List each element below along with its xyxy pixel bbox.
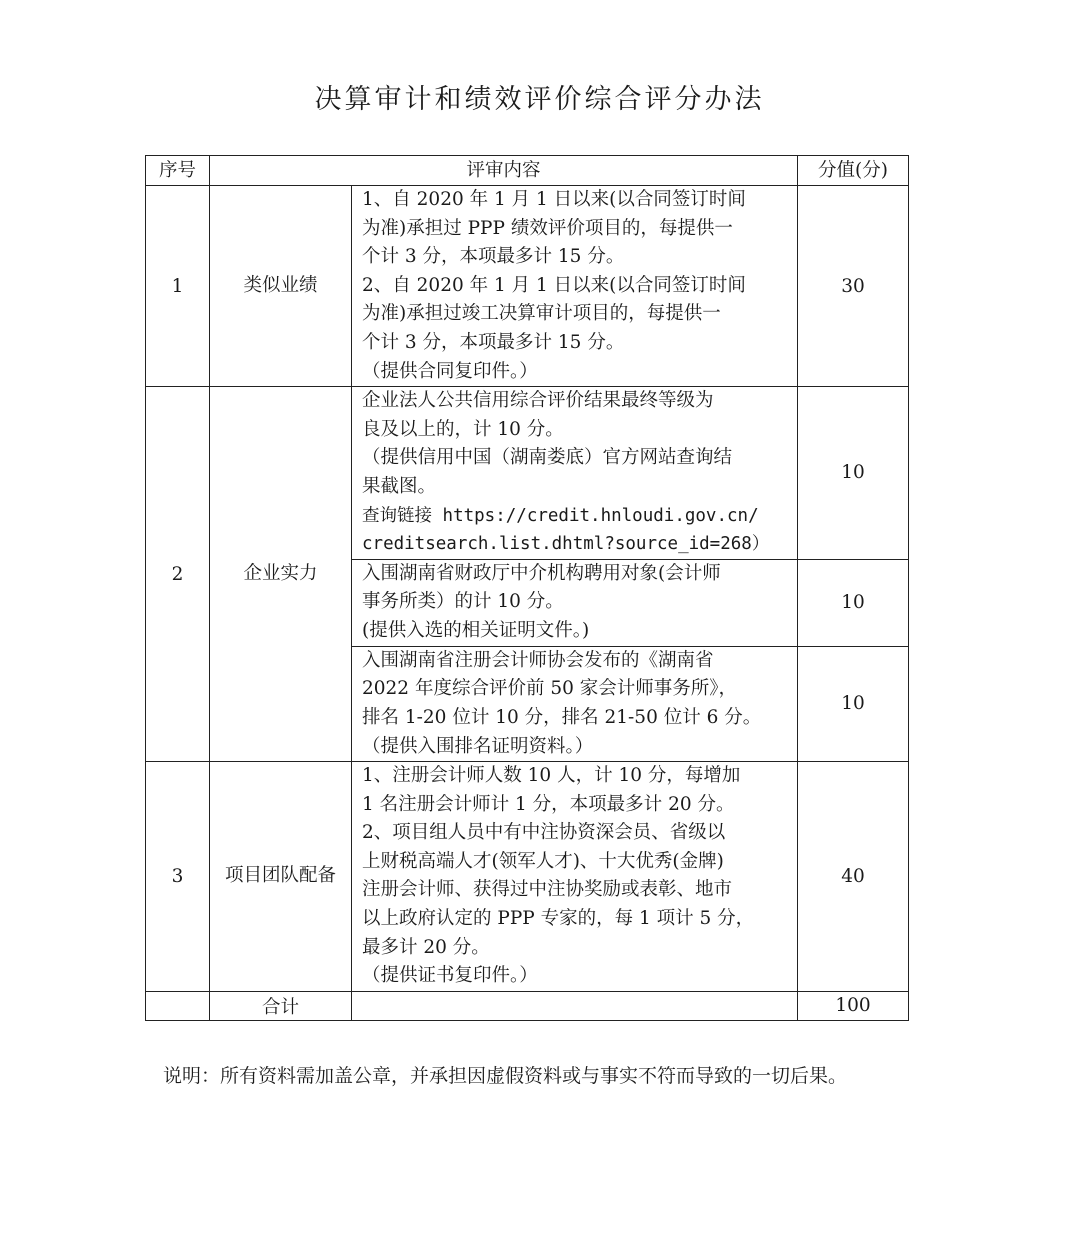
row-category: 企业实力 xyxy=(210,387,352,762)
table-header-row xyxy=(146,156,909,186)
content-line: 1、注册会计师人数 10 人，计 10 分，每增加 xyxy=(362,765,741,787)
row-content xyxy=(352,387,798,560)
content-line: 2022 年度综合评价前 50 家会计师事务所》， xyxy=(362,678,738,700)
content-line: 个计 3 分，本项最多计 15 分。 xyxy=(362,246,625,268)
document-title: 决算审计和绩效评价综合评分办法 xyxy=(314,84,765,115)
total-label: 合计 xyxy=(210,991,352,1020)
table-row xyxy=(146,387,909,560)
table-row xyxy=(146,186,909,387)
content-line: 2、项目组人员中有中注协资深会员、省级以 xyxy=(362,822,726,844)
table-row xyxy=(146,762,909,992)
content-line: 个计 3 分，本项最多计 15 分。 xyxy=(362,331,625,353)
query-link-line: creditsearch.list.dhtml?source_id=268） xyxy=(362,534,770,555)
content-line: 入围湖南省财政厅中介机构聘用对象(会计师 xyxy=(362,562,721,584)
content-line: 上财税高端人才(领军人才)、十大优秀(金牌) xyxy=(362,850,724,872)
content-line: 1、自 2020 年 1 月 1 日以来(以合同签订时间 xyxy=(362,189,746,210)
scoring-table xyxy=(145,155,909,1021)
row-number: 3 xyxy=(146,762,210,992)
row-score: 30 xyxy=(798,186,909,387)
total-empty-cell xyxy=(352,991,798,1020)
row-category: 类似业绩 xyxy=(210,186,352,387)
footnote: 说明：所有资料需加盖公章，并承担因虚假资料或与事实不符而导致的一切后果。 xyxy=(163,1065,848,1087)
content-line: （提供信用中国（湖南娄底）官方网站查询结 xyxy=(362,447,733,469)
header-no: 序号 xyxy=(146,156,210,186)
content-line: （提供合同复印件。） xyxy=(362,360,538,382)
content-line: 果截图。 xyxy=(362,475,437,497)
content-line: 事务所类）的计 10 分。 xyxy=(362,591,564,613)
row-score: 40 xyxy=(798,762,909,992)
total-row xyxy=(146,991,909,1020)
header-content: 评审内容 xyxy=(210,156,798,186)
row-score: 10 xyxy=(798,646,909,761)
row-number: 2 xyxy=(146,387,210,762)
header-score: 分值(分) xyxy=(798,156,909,186)
content-line: 最多计 20 分。 xyxy=(362,936,490,958)
content-line: 良及以上的，计 10 分。 xyxy=(362,418,564,440)
content-line: （提供证书复印件。） xyxy=(362,965,538,987)
content-line: 2、自 2020 年 1 月 1 日以来(以合同签订时间 xyxy=(362,274,746,296)
row-content xyxy=(352,646,798,761)
row-content xyxy=(352,186,798,387)
row-score: 10 xyxy=(798,387,909,560)
total-score: 100 xyxy=(798,991,909,1020)
row-score: 10 xyxy=(798,559,909,646)
content-line: 注册会计师、获得过中注协奖励或表彰、地市 xyxy=(362,879,733,901)
row-content xyxy=(352,762,798,992)
total-empty-cell xyxy=(146,991,210,1020)
row-number: 1 xyxy=(146,186,210,387)
query-link-line: 查询链接 https://credit.hnloudi.gov.cn/ xyxy=(362,505,759,526)
content-line: (提供入选的相关证明文件。) xyxy=(362,619,590,641)
content-line: （提供入围排名证明资料。） xyxy=(362,735,594,757)
content-line: 1 名注册会计师计 1 分，本项最多计 20 分。 xyxy=(362,793,735,815)
content-line: 为准)承担过 PPP 绩效评价项目的，每提供一 xyxy=(362,217,733,239)
content-line: 以上政府认定的 PPP 专家的，每 1 项计 5 分， xyxy=(362,908,755,930)
content-line: 入围湖南省注册会计师协会发布的《湖南省 xyxy=(362,649,714,671)
content-line: 企业法人公共信用综合评价结果最终等级为 xyxy=(362,390,714,412)
content-line: 为准)承担过竣工决算审计项目的，每提供一 xyxy=(362,303,721,325)
row-content xyxy=(352,559,798,646)
content-line: 排名 1-20 位计 10 分，排名 21-50 位计 6 分。 xyxy=(362,706,762,728)
row-category: 项目团队配备 xyxy=(210,762,352,992)
